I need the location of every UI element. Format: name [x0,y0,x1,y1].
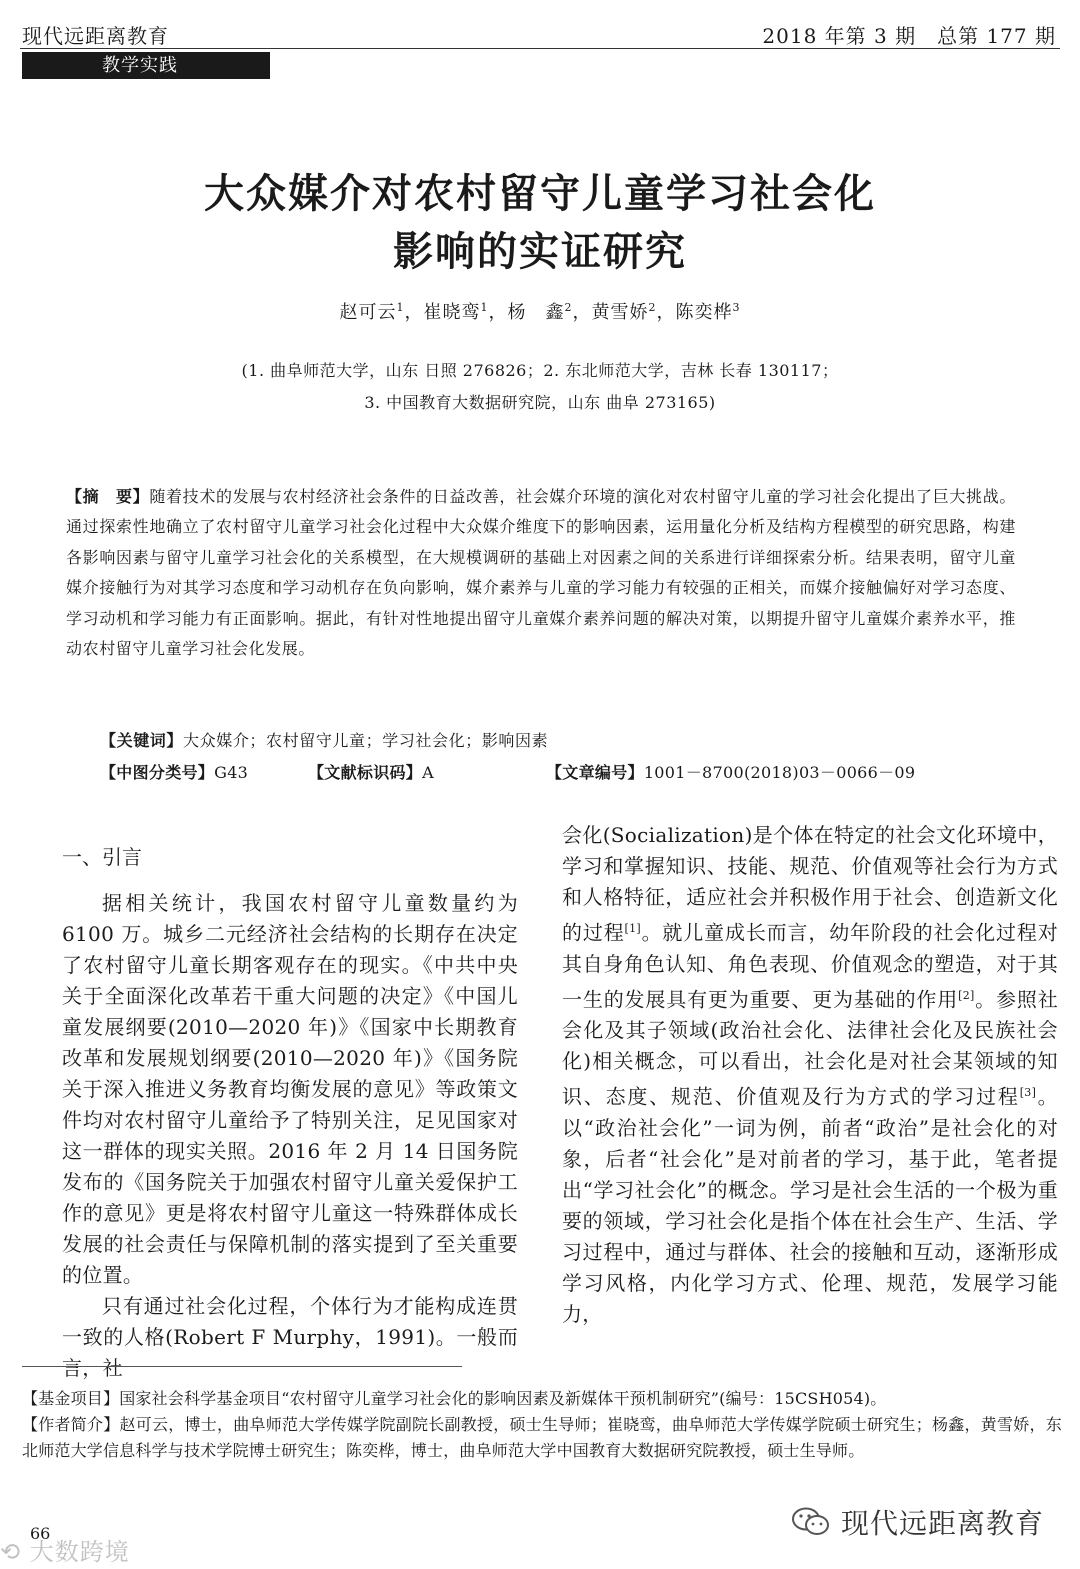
page-number: 66 [30,1524,51,1543]
section-tag: 教学实践 [22,52,270,79]
keywords-label: 【关键词】 [100,731,184,750]
abstract [66,482,1016,664]
header-rule [20,48,1060,49]
author-bio-note: 【作者简介】赵可云，博士，曲阜师范大学传媒学院副院长副教授，硕士生导师；崔晓鸾，曲阜师范大学传媒学院硕士研究生；杨鑫，黄雪娇，东北师范大学信息科学与技术学院博士研究生；陈奕桦，博士，曲阜师范大学中国教育大数据研究院教授，硕士生导师。 [22,1415,1062,1460]
issue-info: 2018 年第 3 期 总第 177 期 [762,24,1056,48]
watermark: ⟲ 大数跨境 [0,1538,130,1566]
citation-ref: [3] [1019,1086,1037,1100]
body-paragraph [562,820,1058,1330]
abstract-text: 随着技术的发展与农村经济社会条件的日益改善，社会媒介环境的演化对农村留守儿童的学习社会化提出了巨大挑战。通过探索性地确立了农村留守儿童学习社会化过程中大众媒介维度下的影响因素，运用量化分析及结构方程模型的研究思路，构建各影响因素与留守儿童学习社会化的关系模型，在大规模调研的基础上对因素之间的关系进行详细探索分析。结果表明，留守儿童媒介接触行为对其学习态度和学习动机存在负向影响，媒介素养与儿童的学习能力有较强的正相关，而媒介接触偏好对学习态度、学习动机和学习能力有正面影响。据此，有针对性地提出留守儿童媒介素养问题的解决对策，以期提升留守儿童媒介素养水平，推动农村留守儿童学习社会化发展。 [66,487,1016,659]
author-name: 杨 鑫 [507,302,565,323]
keywords [100,728,548,751]
document-code [308,760,434,783]
body-column-left [62,888,518,1384]
doc-code-value: A [422,763,434,782]
author-affil-mark: 2 [648,301,657,314]
clc-number [100,760,248,783]
citation-ref: [1] [624,922,642,935]
abstract-label: 【摘 要】 [66,487,150,506]
author-affil-mark: 3 [732,301,741,314]
section-heading-intro: 一、引言 [62,845,142,869]
footnote-rule [22,1366,462,1367]
clc-value: G43 [214,763,249,782]
author-affil-mark: 1 [480,301,489,314]
author-name: 黄雪娇 [591,302,649,323]
brand-name: 现代远距离教育 [840,1507,1044,1540]
author-list: 赵可云$^1$，崔晓鸾$^1$，杨 鑫$^2$，黄雪娇$^2$，陈奕桦$^3$ [339,301,741,323]
body-text: 。参照社会化及其子领域(政治社会化、法律社会化及民族社会化)相关概念，可以看出，社会化是对社会某领域的知识、态度、规范、价值观及行为方式的学习过程 [562,987,1059,1109]
body-text: 。就儿童成长而言，幼年阶段的社会化过程对其自身角色认知、角色表现、价值观念的塑造，对于其一生的发展具有更为重要、更为基础的作用 [562,920,1058,1012]
journal-name: 现代远距离教育 [22,24,169,48]
brand-badge [791,1502,1044,1542]
body-text: 会化(Socialization)是个体在特定的社会文化环境中，学习和掌握知识、技能、规范、价值观等社会行为方式和人格特征，适应社会并积极作用于社会、创造新文化的过程 [562,823,1058,945]
body-text: 。以“政治社会化”一词为例，前者“政治”是社会化的对象，后者“社会化”是对前者的学习，基于此，笔者提出“学习社会化”的概念。学习是社会生活的一个极为重要的领域，学习社会化是指个体在社会生产、生活、学习过程中，通过与群体、社会的接触和互动，逐渐形成学习风格，内化学习方式、伦理、规范，发展学习能力， [562,1084,1058,1326]
author-name: 崔晓鸾 [423,302,481,323]
article-number-label: 【文章编号】 [546,763,644,782]
article-title-line-1: 大众媒介对农村留守儿童学习社会化 [204,171,876,217]
wechat-icon [791,1506,831,1538]
article-title-line-2: 影响的实证研究 [393,229,687,275]
watermark-text: 大数跨境 [29,1538,130,1566]
author-name: 陈奕桦 [675,302,733,323]
fund-note: 【基金项目】国家社会科学基金项目“农村留守儿童学习社会化的影响因素及新媒体干预机制研究”(编号：15CSH054)。 [22,1389,887,1408]
affiliation-line-1: (1. 曲阜师范大学，山东 日照 276826；2. 东北师范大学，吉林 长春 130117； [241,361,839,380]
author-name: 赵可云 [339,302,397,323]
affiliation-line-2: 3. 中国教育大数据研究院，山东 曲阜 273165) [364,393,716,412]
author-affil-mark: 2 [564,301,573,314]
article-number [546,760,915,783]
body-column-right [562,820,1058,1330]
citation-ref: [2] [958,988,975,1002]
doc-code-label: 【文献标识码】 [308,763,423,782]
clc-label: 【中图分类号】 [100,763,215,782]
keywords-text: 大众媒介；农村留守儿童；学习社会化；影响因素 [183,731,549,750]
body-paragraph: 据相关统计，我国农村留守儿童数量约为 6100 万。城乡二元经济社会结构的长期存在决定了农村留守儿童长期客观存在的现实。《中共中央关于全面深化改革若干重大问题的决定》《中国儿童发展纲要(2010—2020 年)》《国家中长期教育改革和发展规划纲要(2010—2020 年)》《国务院关于深入推进义务教育均衡发展的意见》等政策文件均对农村留守儿童给予了特别关注，足见国家对这一群体的现实关照。2016 年 2 月 14 日国务院发布的《国务院关于加强农村留守儿童关爱保护工作的意见》更是将农村留守儿童这一特殊群体成长发展的社会责任与保障机制的落实提到了至关重要的位置。 [62,891,518,1287]
footnotes [22,1386,1062,1464]
author-affil-mark: 1 [396,301,405,314]
body-paragraph: 只有通过社会化过程，个体行为才能构成连贯一致的人格(Robert F Murphy，1991)。一般而言，社 [62,1294,518,1380]
article-number-value: 1001－8700(2018)03－0066－09 [643,763,916,782]
